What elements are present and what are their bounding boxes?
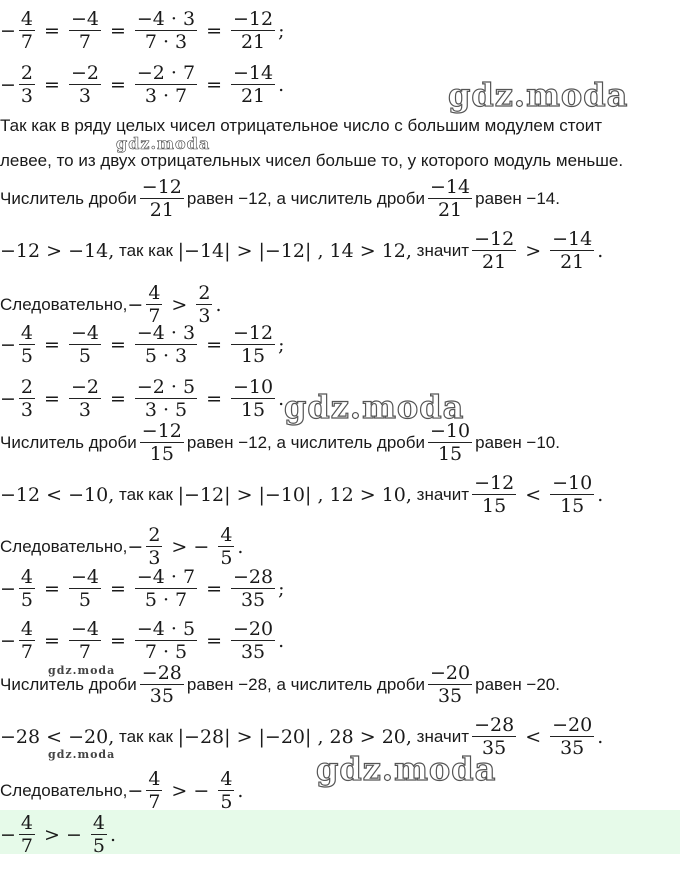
- comparison-line: −12 > −14, так как |−14| > |−12| , 14 > 12, значит $\frac{-12}{21}$ > $\frac{-14}{21}$ .: [0, 228, 604, 273]
- equation-line: − $\frac{4}{7}$ = $\frac{-4}{7}$ = $\frac{-4 \cdot 5}{7 \cdot 5}$ = $\frac{-20}{35}$ .: [0, 618, 285, 663]
- fraction: $\frac{-4}{7}$: [70, 8, 99, 53]
- watermark: gdz.moda: [48, 664, 116, 677]
- explanation-text: левее, то из двух отрицательных чисел больше то, у которого модуль меньше.: [0, 151, 624, 170]
- watermark: gdz.moda: [284, 388, 465, 426]
- conclusion-line: Следовательно, − $\frac{4}{7}$ > $\frac{2}{3}$ .: [0, 282, 222, 327]
- fraction: $\frac{-14}{21}$: [233, 62, 274, 107]
- fraction: $\frac{-12}{21}$: [233, 8, 274, 53]
- equation-line: − $\frac{4}{7}$ = $\frac{-4}{7}$ = $\frac{-4 \cdot 3}{7 \cdot 3}$ = $\frac{-12}{21}$ ;: [0, 8, 285, 53]
- equation-line: − $\frac{2}{3}$ = $\frac{-2}{3}$ = $\frac{-2 \cdot 7}{3 \cdot 7}$ = $\frac{-14}{21}$ .: [0, 62, 285, 107]
- numerator-line: Числитель дроби $\frac{-12}{21}$ равен −12, а числитель дроби $\frac{-14}{21}$ равен −14.: [0, 176, 560, 221]
- fraction: $\frac{4}{7}$: [20, 8, 34, 53]
- comparison-line: −28 < −20, так как |−28| > |−20| , 28 > 20, значит $\frac{-28}{35}$ < $\frac{-20}{35}$ .: [0, 714, 604, 759]
- conclusion-line: Следовательно, − $\frac{2}{3}$ > − $\frac{4}{5}$ .: [0, 524, 244, 569]
- watermark: gdz.moda: [448, 76, 629, 114]
- final-answer: − $\frac{4}{7}$ > − $\frac{4}{5}$ .: [0, 812, 117, 857]
- explanation-text: Так как в ряду целых чисел отрицательное число с большим модулем стоит: [0, 116, 603, 135]
- fraction: $\frac{2}{3}$: [20, 62, 34, 107]
- fraction: $\frac{-2 \cdot 7}{3 \cdot 7}$: [136, 62, 196, 107]
- watermark: gdz.moda: [316, 750, 497, 788]
- conclusion-line: Следовательно, − $\frac{4}{7}$ > − $\frac{4}{5}$ .: [0, 768, 244, 813]
- comparison-line: −12 < −10, так как |−12| > |−10| , 12 > 10, значит $\frac{-12}{15}$ < $\frac{-10}{15}$ .: [0, 472, 604, 517]
- equation-line: − $\frac{2}{3}$ = $\frac{-2}{3}$ = $\frac{-2 \cdot 5}{3 \cdot 5}$ = $\frac{-10}{15}$ .: [0, 376, 285, 421]
- watermark: gdz.moda: [48, 748, 116, 761]
- fraction: $\frac{-2}{3}$: [70, 62, 99, 107]
- equation-line: − $\frac{4}{5}$ = $\frac{-4}{5}$ = $\frac{-4 \cdot 3}{5 \cdot 3}$ = $\frac{-12}{15}$ ;: [0, 322, 285, 367]
- numerator-line: Числитель дроби $\frac{-28}{35}$ равен −28, а числитель дроби $\frac{-20}{35}$ равен −20.: [0, 662, 560, 707]
- numerator-line: Числитель дроби $\frac{-12}{15}$ равен −12, а числитель дроби $\frac{-10}{15}$ равен −10.: [0, 420, 560, 465]
- equation-line: − $\frac{4}{5}$ = $\frac{-4}{5}$ = $\frac{-4 \cdot 7}{5 \cdot 7}$ = $\frac{-28}{35}$ ;: [0, 566, 285, 611]
- minus-sign: −: [0, 19, 16, 42]
- fraction: $\frac{-4 \cdot 3}{7 \cdot 3}$: [136, 8, 196, 53]
- watermark: gdz.moda: [116, 134, 211, 153]
